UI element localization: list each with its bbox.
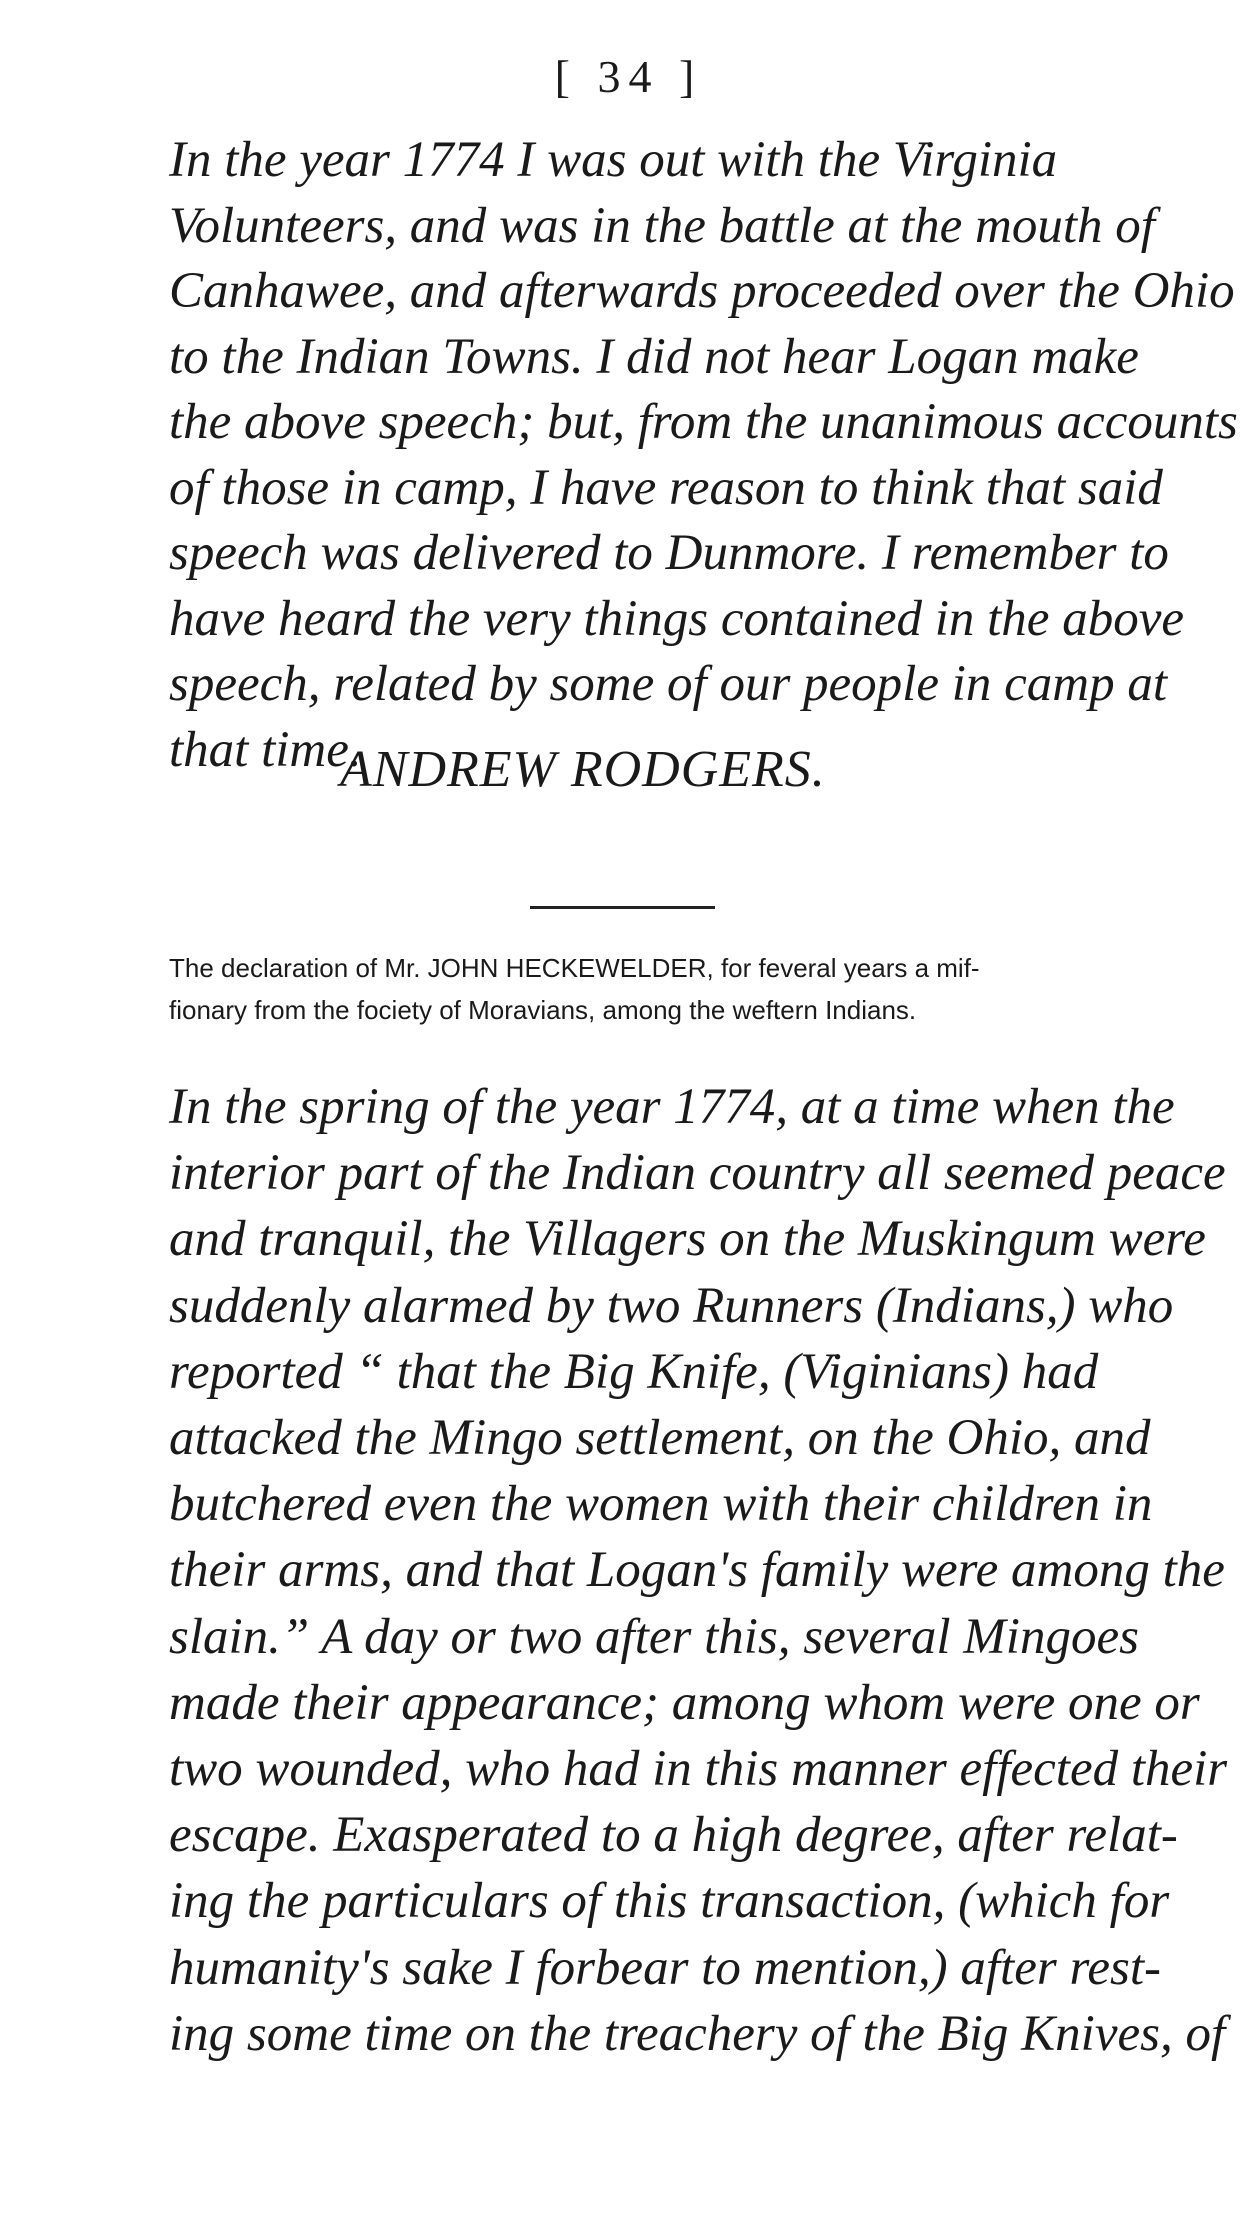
text-line: speech, related by some of our people in camp at [169, 656, 1168, 712]
text-line: have heard the very things contained in the above [169, 590, 1184, 647]
text-line: suddenly alarmed by two Runners (Indians,) who [169, 1277, 1174, 1334]
text-line: and tranquil, the Villagers on the Muskingum were [169, 1211, 1206, 1268]
text-line: Canhawee, and afterwards proceeded over the Ohio [169, 263, 1235, 319]
text-line: ing the particulars of this transaction, (which for [169, 1873, 1170, 1930]
text-line: made their appearance; among whom were one or [169, 1674, 1200, 1731]
rodgers-testimony [169, 128, 1238, 783]
intro-line: The declaration of Mr. JOHN HECKEWELDER, for feveral years a mif- [169, 953, 980, 983]
section-divider [530, 906, 715, 909]
text-line: speech was delivered to Dunmore. I remember to [169, 525, 1169, 581]
heckewelder-testimony [169, 1074, 1228, 2067]
text-line: that time. [169, 721, 362, 778]
text-line: the above speech; but, from the unanimous accounts [169, 394, 1238, 450]
intro-line: fionary from the fociety of Moravians, among the weftern Indians. [169, 995, 917, 1025]
text-line: interior part of the Indian country all seemed peace [169, 1145, 1226, 1202]
text-line: slain.” A day or two after this, several Mingoes [169, 1608, 1139, 1665]
signature: ANDREW RODGERS. [340, 741, 826, 798]
text-line: two wounded, who had in this manner effected their [169, 1741, 1228, 1798]
text-line: humanity's sake I forbear to mention,) after rest- [169, 1939, 1162, 1996]
text-line: In the spring of the year 1774, at a time when the [169, 1079, 1175, 1135]
text-line: of those in camp, I have reason to think that said [169, 459, 1163, 516]
text-line: ing some time on the treachery of the Big Knives, of [169, 2005, 1226, 2062]
text-line: their arms, and that Logan's family were among the [169, 1542, 1225, 1599]
text-line: to the Indian Towns. I did not hear Logan make [169, 328, 1139, 385]
text-line: escape. Exasperated to a high degree, after relat- [169, 1807, 1178, 1864]
text-line: In the year 1774 I was out with the Virginia [169, 132, 1058, 188]
text-line: Volunteers, and was in the battle at the mouth of [169, 197, 1155, 254]
text-line: attacked the Mingo settlement, on the Ohio, and [169, 1410, 1151, 1467]
page-number: [ 34 ] [554, 51, 703, 102]
text-line: reported “ that the Big Knife, (Viginians) had [169, 1343, 1099, 1400]
text-line: butchered even the women with their children in [169, 1476, 1153, 1533]
heckewelder-intro [169, 947, 1239, 1031]
